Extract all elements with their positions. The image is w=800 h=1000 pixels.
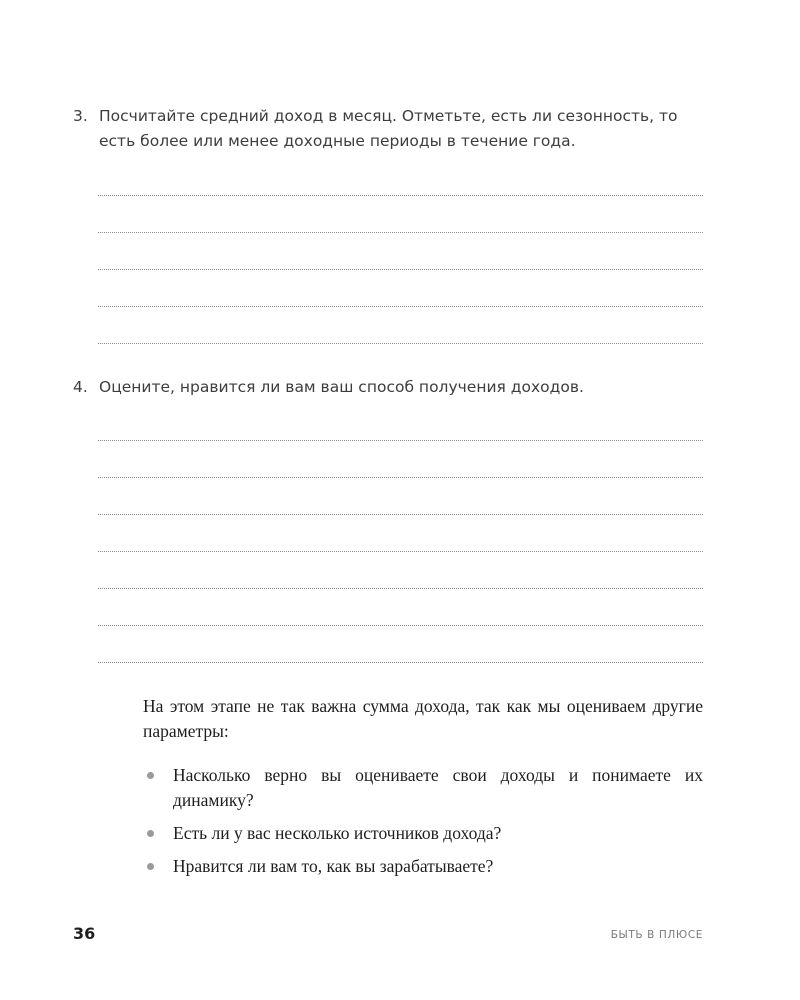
- note-block: [143, 694, 703, 879]
- bullet-item: [143, 854, 703, 879]
- bullet-dot-icon: [147, 830, 154, 837]
- note-bullet-list: [143, 763, 703, 879]
- bullet-text: Есть ли у вас несколько источников дохода?: [173, 823, 502, 843]
- question-4: [73, 375, 703, 400]
- bullet-item: [143, 821, 703, 846]
- question-text: Оцените, нравится ли вам ваш способ получения доходов.: [99, 378, 584, 396]
- running-title: БЫТЬ В ПЛЮСЕ: [610, 929, 703, 941]
- answer-line[interactable]: [98, 625, 703, 626]
- question-number: 4.: [73, 378, 88, 396]
- question-text: Посчитайте средний доход в месяц. Отметьте, есть ли сезонность, то есть более или менее доходные периоды в течение года.: [99, 107, 678, 150]
- answer-line[interactable]: [98, 440, 703, 441]
- answer-line[interactable]: [98, 232, 703, 233]
- bullet-text: Нравится ли вам то, как вы зарабатываете?: [173, 856, 494, 876]
- question-number: 3.: [73, 107, 88, 125]
- note-intro: На этом этапе не так важна сумма дохода, так как мы оцениваем другие параметры:: [143, 696, 703, 741]
- answer-line[interactable]: [98, 195, 703, 196]
- answer-line[interactable]: [98, 551, 703, 552]
- answer-line[interactable]: [98, 514, 703, 515]
- answer-line[interactable]: [98, 662, 703, 663]
- question-3: [73, 104, 703, 154]
- bullet-dot-icon: [147, 772, 154, 779]
- answer-line[interactable]: [98, 306, 703, 307]
- answer-line[interactable]: [98, 343, 703, 344]
- bullet-dot-icon: [147, 863, 154, 870]
- page-number: 36: [73, 924, 96, 943]
- answer-line[interactable]: [98, 588, 703, 589]
- bullet-item: [143, 763, 703, 813]
- answer-line[interactable]: [98, 477, 703, 478]
- bullet-text: Насколько верно вы оцениваете свои доходы и понимаете их динамику?: [173, 765, 703, 810]
- answer-line[interactable]: [98, 269, 703, 270]
